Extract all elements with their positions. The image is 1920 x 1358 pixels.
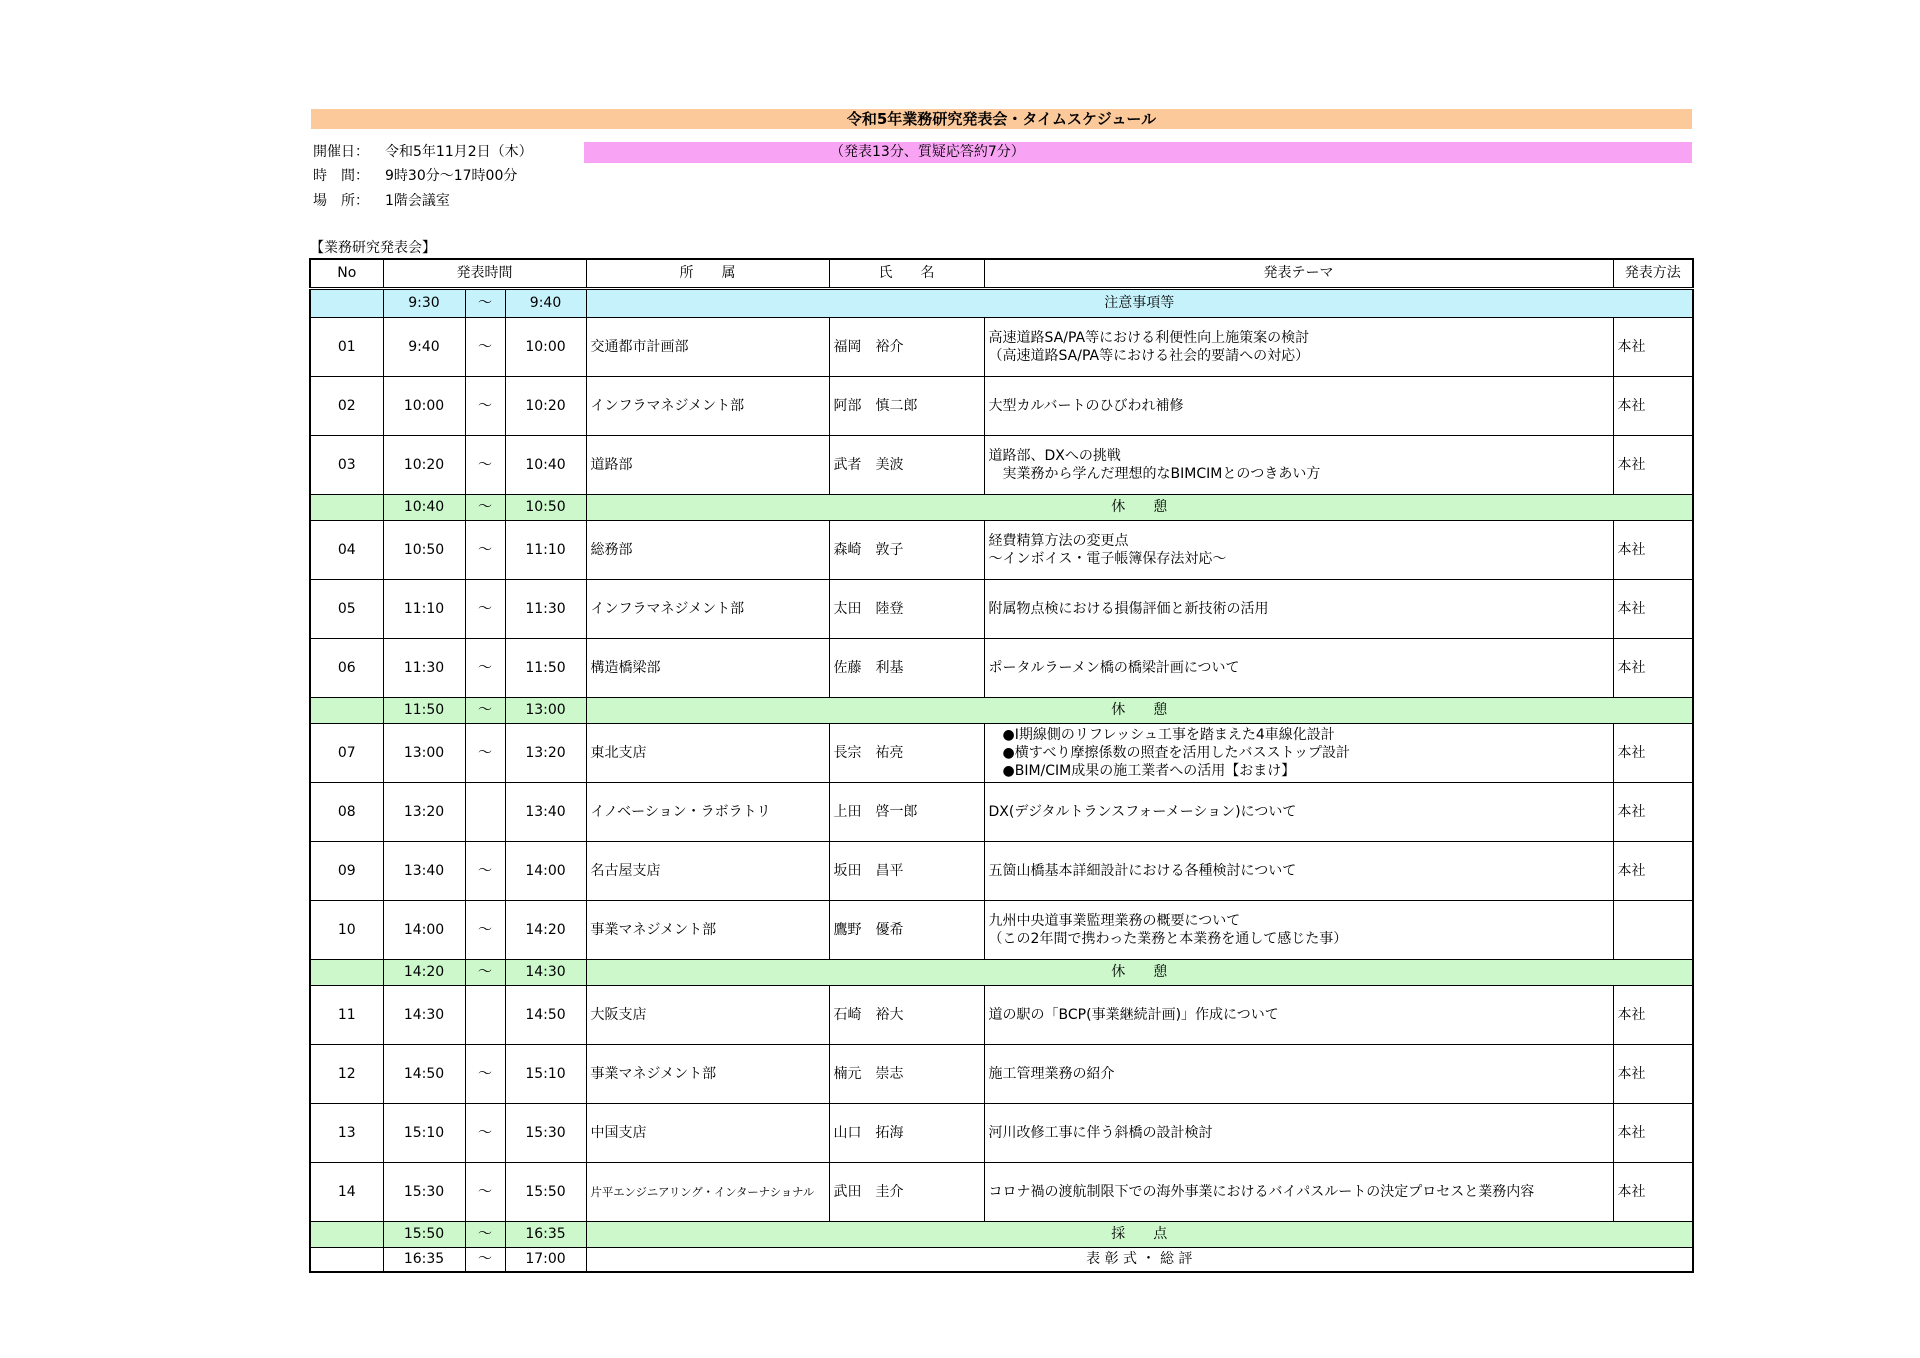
- row-no: 14: [310, 1162, 383, 1221]
- notice-end: 9:40: [505, 288, 586, 317]
- presentation-row: [310, 1103, 1693, 1162]
- notice-row: [310, 288, 1693, 317]
- presentation-method: 本社: [1613, 435, 1693, 494]
- break-row: [310, 494, 1693, 520]
- start-time: 11:50: [383, 697, 465, 723]
- row-no: 02: [310, 376, 383, 435]
- notice-start: 9:30: [383, 288, 465, 317]
- department: 中国支店: [586, 1103, 829, 1162]
- presentation-method: 本社: [1613, 723, 1693, 782]
- row-no-empty: [310, 1247, 383, 1272]
- start-time: 13:20: [383, 782, 465, 841]
- row-no: 05: [310, 579, 383, 638]
- end-time: 15:50: [505, 1162, 586, 1221]
- presentation-theme: ●Ⅰ期線側のリフレッシュ工事を踏まえた4車線化設計 ●横すべり摩擦係数の照査を活用したバスストップ設計 ●BIM/CIM成果の施工業者への活用【おまけ】: [984, 723, 1613, 782]
- presentation-row: [310, 435, 1693, 494]
- section-label: 【業務研究発表会】: [310, 240, 436, 256]
- end-time: 15:30: [505, 1103, 586, 1162]
- presentation-method: 本社: [1613, 841, 1693, 900]
- presentation-theme: 五箇山橋基本詳細設計における各種検討について: [984, 841, 1613, 900]
- presentation-method: 本社: [1613, 1103, 1693, 1162]
- presentation-row: [310, 782, 1693, 841]
- place-info: [313, 191, 450, 211]
- presentation-theme: 経費精算方法の変更点 ～インボイス・電子帳簿保存法対応～: [984, 520, 1613, 579]
- presentation-method: 本社: [1613, 1162, 1693, 1221]
- row-no: 12: [310, 1044, 383, 1103]
- notice-no-cell: [310, 288, 383, 317]
- presentation-row: [310, 317, 1693, 376]
- end-time: 14:30: [505, 959, 586, 985]
- end-time: 11:50: [505, 638, 586, 697]
- department: インフラマネジメント部: [586, 579, 829, 638]
- notice-label: 注意事項等: [586, 288, 1693, 317]
- row-no: 04: [310, 520, 383, 579]
- end-time: 14:20: [505, 900, 586, 959]
- department: 構造橋梁部: [586, 638, 829, 697]
- row-no-empty: [310, 959, 383, 985]
- time-separator: ～: [465, 494, 505, 520]
- presentation-theme: DX(デジタルトランスフォーメーション)について: [984, 782, 1613, 841]
- row-no: 06: [310, 638, 383, 697]
- presenter-name: 武田 圭介: [829, 1162, 984, 1221]
- row-no-empty: [310, 494, 383, 520]
- presenter-name: 武者 美波: [829, 435, 984, 494]
- end-time: 15:10: [505, 1044, 586, 1103]
- presentation-row: [310, 985, 1693, 1044]
- start-time: 14:30: [383, 985, 465, 1044]
- time-separator: ～: [465, 1103, 505, 1162]
- row-no: 10: [310, 900, 383, 959]
- start-time: 10:40: [383, 494, 465, 520]
- time-separator: ～: [465, 579, 505, 638]
- presentation-row: [310, 723, 1693, 782]
- schedule-body: [310, 288, 1693, 1272]
- end-time: 14:50: [505, 985, 586, 1044]
- presentation-method: 本社: [1613, 579, 1693, 638]
- presentation-row: [310, 1162, 1693, 1221]
- presenter-name: 楠元 崇志: [829, 1044, 984, 1103]
- presentation-theme: 施工管理業務の紹介: [984, 1044, 1613, 1103]
- start-time: 16:35: [383, 1247, 465, 1272]
- table-header-row: [310, 259, 1693, 288]
- start-time: 15:50: [383, 1221, 465, 1247]
- time-separator: ～: [465, 376, 505, 435]
- department: 大阪支店: [586, 985, 829, 1044]
- presentation-theme: コロナ禍の渡航制限下での海外事業におけるバイパスルートの決定プロセスと業務内容: [984, 1162, 1613, 1221]
- header-name: 氏 名: [829, 259, 984, 288]
- presentation-theme: 河川改修工事に伴う斜橋の設計検討: [984, 1103, 1613, 1162]
- time-separator: ～: [465, 317, 505, 376]
- presenter-name: 長宗 祐亮: [829, 723, 984, 782]
- presentation-row: [310, 841, 1693, 900]
- start-time: 10:50: [383, 520, 465, 579]
- time-separator: ～: [465, 520, 505, 579]
- break-row: [310, 697, 1693, 723]
- time-separator: ～: [465, 900, 505, 959]
- presentation-theme: 高速道路SA/PA等における利便性向上施策案の検討 （高速道路SA/PA等における社会的要請への対応）: [984, 317, 1613, 376]
- end-time: 14:00: [505, 841, 586, 900]
- header-method: 発表方法: [1613, 259, 1693, 288]
- start-time: 14:00: [383, 900, 465, 959]
- end-time: 10:40: [505, 435, 586, 494]
- closing-label: 表 彰 式 ・ 総 評: [586, 1247, 1693, 1272]
- presenter-name: 太田 陸登: [829, 579, 984, 638]
- start-time: 10:00: [383, 376, 465, 435]
- schedule-table: [309, 258, 1694, 1273]
- break-label: 休 憩: [586, 697, 1693, 723]
- header-dept: 所 属: [586, 259, 829, 288]
- presentation-row: [310, 579, 1693, 638]
- end-time: 16:35: [505, 1221, 586, 1247]
- note-text: （発表13分、質疑応答約7分）: [830, 144, 1025, 160]
- break-label: 休 憩: [586, 959, 1693, 985]
- time-separator: ～: [465, 1221, 505, 1247]
- row-no: 07: [310, 723, 383, 782]
- presenter-name: 上田 啓一郎: [829, 782, 984, 841]
- end-time: 17:00: [505, 1247, 586, 1272]
- start-time: 14:50: [383, 1044, 465, 1103]
- presentation-row: [310, 376, 1693, 435]
- start-time: 15:10: [383, 1103, 465, 1162]
- time-separator: ～: [465, 1247, 505, 1272]
- department: 名古屋支店: [586, 841, 829, 900]
- row-no: 13: [310, 1103, 383, 1162]
- time-separator: ～: [465, 697, 505, 723]
- end-time: 13:20: [505, 723, 586, 782]
- department: 事業マネジメント部: [586, 900, 829, 959]
- row-no: 11: [310, 985, 383, 1044]
- presentation-method: 本社: [1613, 1044, 1693, 1103]
- presentation-theme: 道の駅の「BCP(事業継続計画)」作成について: [984, 985, 1613, 1044]
- presentation-row: [310, 638, 1693, 697]
- page-title: 令和5年業務研究発表会・タイムスケジュール: [311, 109, 1692, 129]
- department: 交通都市計画部: [586, 317, 829, 376]
- presentation-method: 本社: [1613, 376, 1693, 435]
- time-separator: ～: [465, 1044, 505, 1103]
- start-time: 13:40: [383, 841, 465, 900]
- presenter-name: 坂田 昌平: [829, 841, 984, 900]
- row-no: 01: [310, 317, 383, 376]
- presenter-name: 山口 拓海: [829, 1103, 984, 1162]
- time-value: 9時30分～17時00分: [385, 168, 518, 184]
- presenter-name: 石崎 裕大: [829, 985, 984, 1044]
- end-time: 10:50: [505, 494, 586, 520]
- presentation-row: [310, 900, 1693, 959]
- department: インフラマネジメント部: [586, 376, 829, 435]
- presentation-method: 本社: [1613, 638, 1693, 697]
- header-time: 発表時間: [383, 259, 586, 288]
- presenter-name: 阿部 慎二郎: [829, 376, 984, 435]
- date-label: 開催日：: [313, 144, 369, 160]
- time-separator: ～: [465, 435, 505, 494]
- presentation-method: 本社: [1613, 782, 1693, 841]
- break-row: [310, 1221, 1693, 1247]
- presentation-method: 本社: [1613, 520, 1693, 579]
- notice-sep: ～: [465, 288, 505, 317]
- presentation-theme: 九州中央道事業監理業務の概要について （この2年間で携わった業務と本業務を通して感じた事）: [984, 900, 1613, 959]
- presenter-name: 福岡 裕介: [829, 317, 984, 376]
- closing-row: [310, 1247, 1693, 1272]
- presentation-method: [1613, 900, 1693, 959]
- department: 道路部: [586, 435, 829, 494]
- end-time: 11:10: [505, 520, 586, 579]
- start-time: 11:10: [383, 579, 465, 638]
- presentation-method: 本社: [1613, 317, 1693, 376]
- department: 総務部: [586, 520, 829, 579]
- end-time: 10:20: [505, 376, 586, 435]
- header-no: No: [310, 259, 383, 288]
- end-time: 10:00: [505, 317, 586, 376]
- start-time: 14:20: [383, 959, 465, 985]
- break-row: [310, 959, 1693, 985]
- row-no-empty: [310, 1221, 383, 1247]
- row-no-empty: [310, 697, 383, 723]
- presentation-theme: 大型カルバートのひびわれ補修: [984, 376, 1613, 435]
- row-no: 08: [310, 782, 383, 841]
- time-separator: ～: [465, 841, 505, 900]
- place-value: 1階会議室: [385, 193, 450, 209]
- start-time: 10:20: [383, 435, 465, 494]
- header-theme: 発表テーマ: [984, 259, 1613, 288]
- time-separator: ～: [465, 723, 505, 782]
- presentation-theme: ポータルラーメン橋の橋梁計画について: [984, 638, 1613, 697]
- department: 東北支店: [586, 723, 829, 782]
- presenter-name: 森崎 敦子: [829, 520, 984, 579]
- time-separator: ～: [465, 1162, 505, 1221]
- presenter-name: 鷹野 優希: [829, 900, 984, 959]
- date-value: 令和5年11月2日（木）: [385, 144, 533, 160]
- presentation-theme: 道路部、DXへの挑戦 実業務から学んだ理想的なBIMCIMとのつきあい方: [984, 435, 1613, 494]
- end-time: 13:00: [505, 697, 586, 723]
- department: イノベーション・ラボラトリ: [586, 782, 829, 841]
- end-time: 13:40: [505, 782, 586, 841]
- time-separator: ～: [465, 638, 505, 697]
- place-label: 場 所：: [313, 193, 369, 209]
- row-no: 03: [310, 435, 383, 494]
- time-separator: [465, 782, 505, 841]
- start-time: 11:30: [383, 638, 465, 697]
- time-info: [313, 166, 517, 186]
- start-time: 15:30: [383, 1162, 465, 1221]
- break-label: 採 点: [586, 1221, 1693, 1247]
- presentation-row: [310, 520, 1693, 579]
- time-separator: ～: [465, 959, 505, 985]
- break-label: 休 憩: [586, 494, 1693, 520]
- presentation-theme: 附属物点検における損傷評価と新技術の活用: [984, 579, 1613, 638]
- presentation-row: [310, 1044, 1693, 1103]
- date-info: [313, 142, 533, 162]
- start-time: 9:40: [383, 317, 465, 376]
- department: 事業マネジメント部: [586, 1044, 829, 1103]
- time-separator: [465, 985, 505, 1044]
- presentation-method: 本社: [1613, 985, 1693, 1044]
- department: 片平エンジニアリング・インターナショナル: [586, 1162, 829, 1221]
- row-no: 09: [310, 841, 383, 900]
- time-label: 時 間：: [313, 168, 369, 184]
- presenter-name: 佐藤 利基: [829, 638, 984, 697]
- start-time: 13:00: [383, 723, 465, 782]
- end-time: 11:30: [505, 579, 586, 638]
- note-bar: [584, 142, 1692, 163]
